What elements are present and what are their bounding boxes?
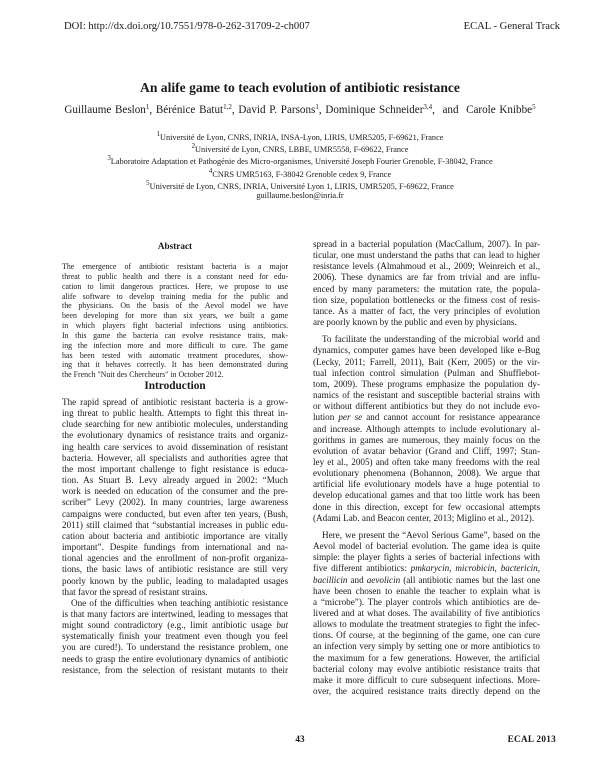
text-line: has been tested with automatic treatment procedures, show- [62,350,288,360]
text-run: tions. Of course, at the beginning of the game, one can cure [313,630,540,641]
text-line: threat to public health and there is a constant need for edu- [62,271,288,281]
text-line: scriber” Levy (2002). In many countries, large awareness [62,497,288,508]
text-line [313,541,540,552]
text-line [62,598,288,609]
affiliation-text: CNRS UMR5163, F-38042 Grenoble cedex 9, France [212,169,392,179]
text-run: bacterial colony may evolve antibiotic resistance traits that [313,663,540,674]
emphasis: per se [338,412,363,423]
author-name: Dominique Schneider [325,104,424,116]
author-separator: , and [432,104,467,116]
affiliation-text: Université de Lyon, CNRS, INRIA, Université Lyon 1, LIRIS, UMR5205, F-69622, France [149,181,454,191]
text-line [313,641,540,652]
text-line [62,642,288,653]
text-run: is that many factors are intertwined, leading to messages that [62,608,288,619]
text-run: you are cured!). To understand the resistance problem, one [62,642,288,653]
text-line [313,552,540,563]
text-run: livered and at what doses. The availability of five antibiotics [313,608,540,618]
text-line: campaigns were conducted, but even after ten years, (Bush, [62,508,288,519]
text-line [313,563,540,574]
text-line: ing health care services to avoid dissemination of resistant [62,441,288,452]
text-line [313,379,540,390]
text-run: or without different antibiotics but they do not include evo- [313,401,540,412]
paper-title: An alife game to teach evolution of antibiotic resistance [140,80,460,95]
author-affiliation-mark: 1,2 [223,103,232,111]
text-line [313,479,540,490]
text-run: tual infection control simulation (Pulman and Shufflebot- [313,367,540,378]
page-number: 43 [295,734,305,744]
text-line: tional agencies and the enrollment of non-profit organiza- [62,553,288,564]
text-line [313,619,540,630]
text-run: , [537,563,540,574]
text-run: (Adami Lab. and Beacon center, 2013; Miglino et al., 2012). [313,512,535,523]
text-line [313,457,540,468]
text-run: and increase. Although attempts to include evolutionary al- [313,423,540,434]
affiliation-line [0,178,600,190]
text-line: spread in a bacterial population (MacCallum, 2007). In par- [313,239,540,249]
text-run: done in this direction, except for few occasional attempts [313,501,540,512]
text-line [313,334,540,345]
text-line [313,424,540,435]
text-run: five different antibiotics: [313,563,411,574]
text-line [313,368,540,379]
text-run: needs to grasp the entire evolutionary dynamics of antibiotic [62,653,288,664]
text-run: , [449,563,456,574]
affiliation-text: Université de Lyon, CNRS, LBBE, UMR5558, F-69622, France [195,144,409,154]
affiliation-mark: 4 [208,167,213,175]
text-line [313,530,540,541]
text-run: systematically finish your treatment even though you feel [62,631,288,642]
text-line: tion size, population bottlenecks or the fitness cost of resis- [313,294,540,305]
text-run: and cannot account for resistance appearance [362,412,541,423]
text-line: poorly known by the public, leading to maladapted usages [62,575,288,586]
text-line: In this game the bacteria can evolve resistance traits, mak- [62,330,288,340]
text-line: 2011) still claimed that “substantial increases in public edu- [62,519,288,530]
text-line [62,631,288,642]
text-run: namics of the resistant and susceptible bacterial strains with [313,390,540,401]
text-run: evolution of avatar behavior (Grand and Cliff, 1997; Stan- [313,445,540,456]
text-run: One of the difficulties when teaching antibiotic resistance [71,597,288,608]
author-separator: , [231,104,239,116]
track-header: ECAL - General Track [463,21,560,32]
text-run: an infection very simply by setting one or more antibiotics to [313,641,540,652]
text-run: (all antibiotic names but the last one [400,574,540,585]
text-line: ing the infection more and more difficult to cure. The game [62,340,288,350]
text-run: might sound contradictory (e.g., limit antibiotic usage [62,620,277,631]
author-affiliation-mark: 1 [145,103,150,111]
text-run: dynamics, computer games have been developed like e-Bug [313,345,540,356]
doi-header: DOI: http://dx.doi.org/10.7551/978-0-262-31709-2-ch007 [64,21,310,32]
author-affiliation-mark: 5 [532,103,536,111]
text-line: cation about bacteria and antibiotic importance are vitally [62,530,288,541]
text-run: have been chosen to enable the teacher to explain what is [313,585,540,596]
text-line [313,686,540,697]
text-run: evolutionary phenomena (Bohannon, 2008). We argue that [313,468,540,479]
affiliation-line [0,141,600,153]
author-separator: , [149,104,156,116]
text-line [313,490,540,501]
affiliation-mark: 1 [156,131,160,138]
text-line [313,597,540,608]
text-line [62,620,288,631]
text-run: simple: the player fights a series of bacterial infections with [313,552,540,563]
affiliation-line [0,166,600,178]
emphasis: aevolicin [366,574,401,585]
affiliation-text: guillaume.beslon@inria.fr [256,190,344,200]
text-line: are poorly known by the public and even by physicians. [313,317,517,328]
text-line [62,609,288,620]
text-line [313,345,540,356]
text-line [313,502,540,513]
text-run: artificial life evolutionary models have a huge potential to [313,479,540,490]
text-line [313,586,540,597]
text-line [313,446,540,457]
abstract-body [62,262,288,380]
affiliation-mark: 2 [191,143,196,151]
author-affiliation-mark: 3,4 [423,103,433,111]
text-line [313,401,540,412]
author-list [0,103,600,116]
text-run: the maximum for a few generations. However, the artificial [313,652,540,663]
text-run: Aevol model of bacterial evolution. The game idea is quite [313,541,540,552]
text-line: tance. As a matter of fact, the very principles of evolution [313,305,540,316]
text-run: , [494,563,501,574]
text-line [313,575,540,586]
text-run: To facilitate the understanding of the microbial world and [322,334,540,345]
text-line: been developing for more than six years, we built a game [62,311,288,321]
text-line [62,665,288,676]
text-line: The emergence of antibiotic resistant bacteria is a major [62,262,288,271]
abstract-heading: Abstract [157,241,193,251]
emphasis: but [276,620,288,631]
text-line [313,468,540,479]
affiliation-mark: 5 [146,179,150,187]
text-line: alife software to develop training media for the public and [62,291,288,301]
text-line: The rapid spread of antibiotic resistant bacteria is a grow- [62,397,288,407]
affiliation-line [0,129,600,141]
text-line [313,513,540,524]
emphasis: bactericin [500,563,538,574]
text-line: ticular, one must understand the paths that can lead to higher [313,250,540,261]
right-column-text [313,239,540,697]
affiliation-line [0,153,600,165]
affiliation-text: Laboratoire Adaptation et Pathogénie des Micro-organismes, Université Joseph Fourier Grenoble, F-38042, France [110,157,493,167]
conference-footer: ECAL 2013 [507,734,556,744]
text-line: tion. As Stuart B. Levy already argued in 2002: “Much [62,475,288,486]
text-run: resistance, from the selection of resistant mutants to their [62,664,288,675]
text-line: work is needed on education of the consumer and the pre- [62,486,288,497]
author-name: David P. Parsons [238,104,316,116]
text-run: allows to modulate the treatment strategies to fight the infec- [313,619,540,630]
author-name: Guillaume Beslon [64,104,146,116]
affiliation-mark: 3 [107,155,111,163]
text-run: a “microbe”). The player controls which antibiotics are de- [313,596,540,607]
author-separator: , [318,104,326,116]
text-line: ing threat to public health. Attempts to fight this threat in- [62,408,288,419]
text-line: the evolutionary dynamics of resistance traits and organiz- [62,430,288,441]
text-run: gorithms in games are numerous, they mainly focus on the [313,434,540,445]
text-line: that favor the spread of resistant strains. [62,586,208,597]
text-run: (Lecky, 2011; Farrell, 2011), Bait (Kerr, 2005) or the vir- [313,356,540,367]
emphasis: bacillicin [313,574,348,585]
text-line: clude searching for new antibiotic molecules, understanding [62,419,288,430]
left-column-text [62,397,288,676]
text-run: ley et al., 2005) and often take many freedoms with the real [313,456,540,467]
text-line [313,630,540,641]
text-line: tions, the basic laws of antibiotic resistance are still very [62,564,288,575]
author-name: Bérénice Batut [155,104,224,116]
text-line [313,608,540,619]
text-line: ing that it behaves correctly. It has been demonstrated during [62,360,288,370]
text-line [313,357,540,368]
contact-email [0,190,600,202]
text-line [62,654,288,665]
text-line: the French "Nuit des Chercheurs" in October 2012. [62,370,224,380]
author-name: Carole Knibbe [466,104,533,116]
text-line: important”. Despite fundings from international and na- [62,542,288,553]
text-run: and [347,574,367,585]
text-line [313,664,540,675]
text-line: cation to limit dangerous practices. Here, we propose to use [62,281,288,291]
text-line [313,653,540,664]
emphasis: pmkarycin [410,563,450,574]
text-run: develop educational games and that too little work has been [313,490,540,501]
emphasis: microbicin [455,563,495,574]
text-run: over, the acquired resistance traits directly depend on the [313,686,540,697]
text-line [313,435,540,446]
text-run: Here, we present the “Aevol Serious Game”, based on the [322,529,540,540]
author-affiliation-mark: 1 [315,103,319,111]
introduction-heading: Introduction [144,380,206,392]
text-line [313,390,540,401]
text-line: bacteria. However, all specialists and authorities agree that [62,452,288,463]
text-line: in which players fight bacterial infections using antibiotics. [62,321,288,331]
text-line: enced by many parameters: the mutation rate, the popula- [313,283,540,294]
affiliations [0,129,600,202]
text-line: 2006). These dynamics are far from trivial and are influ- [313,272,540,283]
text-line [313,412,540,423]
text-run: lution [313,412,339,423]
affiliation-text: Université de Lyon, CNRS, INRIA, INSA-Lyon, LIRIS, UMR5205, F-69621, France [159,132,444,142]
text-run: tom, 2009). These programs emphasize the population dy- [313,378,540,389]
text-line [313,675,540,686]
text-line: the most important challenge to fight resistance is educa- [62,463,288,474]
text-run: make it more difficult to cure subsequent infections. More- [313,674,540,685]
text-line: the physicians. On the basis of the Aevol model we have [62,301,288,311]
text-line: resistance levels (Almahmoud et al., 2009; Weinreich et al., [313,261,540,272]
